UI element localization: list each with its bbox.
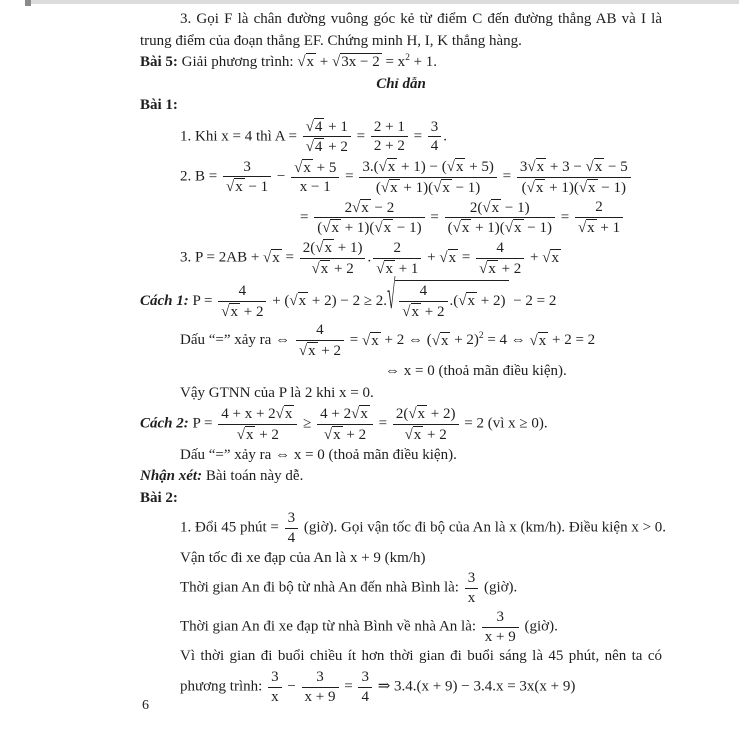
- fraction: $\frac{4 + 2√x}{√x + 2}$: [317, 405, 373, 444]
- fraction: $\frac{3}{x}$: [465, 570, 479, 607]
- square-root: √x: [378, 159, 396, 176]
- eq-cach2: Cách 2: P = $\frac{4 + x + 2√x}{√x + 2}$ ≥ $\frac{4 + 2√x}{√x + 2}$ = $\frac{2(√x + 2)}{√x + 2}$ = 2 (vì x ≥ 0).: [140, 406, 548, 443]
- fraction: $\frac{3}{√x - 1}$: [223, 159, 271, 197]
- square-root: √x: [376, 260, 393, 277]
- square-root: √x: [374, 220, 392, 237]
- square-root: √x: [275, 406, 293, 423]
- square-root: √x: [297, 54, 315, 70]
- fraction: $\frac{√x + 5}{x - 1}$: [291, 159, 339, 197]
- square-root: √4: [305, 118, 323, 135]
- heading-bai-2: Bài 2:: [140, 489, 178, 506]
- section-title-chi-dan: Chỉ dẫn: [376, 75, 426, 92]
- document-content: [140, 8, 667, 708]
- fraction: $\frac{3.(√x + 1) - (√x + 5)}{(√x + 1)(√x - 1)}$: [359, 158, 497, 197]
- page-number: 6: [142, 698, 149, 713]
- fraction: $\frac{3}{4}$: [428, 119, 442, 156]
- square-root: √x: [452, 220, 470, 237]
- fraction: $\frac{2(√x + 2)}{√x + 2}$: [393, 405, 459, 444]
- square-root: √x: [298, 343, 316, 360]
- square-root: √x: [504, 220, 522, 237]
- square-root: √x: [482, 199, 500, 216]
- square-root: √x: [402, 303, 420, 320]
- fraction: $\frac{3}{x}$: [268, 669, 282, 706]
- square-root: √x: [380, 179, 398, 196]
- square-root: √x: [404, 426, 422, 443]
- square-root: √x: [408, 406, 426, 423]
- fraction: $\frac{3}{4}$: [285, 510, 299, 547]
- text-van-toc: Vận tốc đi xe đạp của An là x + 9 (km/h): [180, 549, 426, 566]
- eq-bai1-item2: 2. B = $\frac{3}{√x - 1}$ − $\frac{√x + 5}{x - 1}$ = $\frac{3.(√x + 1) - (√x + 5)}{(√x + 1)(√x - 1)}$ = $\frac{3√x + 3 - √x - 5}{(√x + 1)(√x - 1)}$: [180, 158, 662, 197]
- text-cach2-dau: Dấu “=” xảy ra ⇔ x = 0 (thoả mãn điều kiện).: [180, 446, 457, 463]
- fraction: $\frac{2}{√x + 1}$: [373, 240, 421, 278]
- square-root: √x: [289, 293, 307, 310]
- eq-cach1: Cách 1: P = $\frac{4}{√x + 2}$ + (√x + 2) − 2 ≥ 2.√ $\frac{4}{√x + 2}$ .(√x + 2) − 2 = 2: [140, 275, 557, 320]
- fraction: $\frac{2 + 1}{2 + 2}$: [371, 119, 408, 156]
- square-root: √x: [323, 426, 341, 443]
- fraction: $\frac{√4 + 1}{√4 + 2}$: [303, 118, 351, 157]
- square-root: √x: [577, 219, 595, 236]
- fraction: $\frac{3}{x + 9}$: [482, 609, 519, 646]
- square-root: √x: [294, 159, 311, 176]
- eq-thoi-gian-xe-dap: Thời gian An đi xe đạp từ nhà Bình về nhà An là: $\frac{3}{x + 9}$ (giờ).: [180, 608, 558, 645]
- fraction: $\frac{3√x + 3 - √x - 5}{(√x + 1)(√x - 1)}$: [517, 158, 631, 197]
- square-root: √x: [439, 250, 457, 267]
- page-top-edge-bar: [30, 0, 739, 4]
- square-root: √x: [225, 179, 243, 196]
- square-root: √x: [446, 159, 464, 176]
- square-root: √x: [431, 332, 449, 349]
- fraction: $\frac{2(√x + 1)}{√x + 2}$: [300, 239, 366, 278]
- heading-bai-1: Bài 1:: [140, 97, 178, 113]
- fraction: $\frac{4 + x + 2√x}{√x + 2}$: [218, 405, 297, 444]
- square-root: √x: [433, 179, 450, 196]
- square-root: √x: [578, 179, 596, 196]
- eq-cach1-dau: Dấu “=” xảy ra ⇔ $\frac{4}{√x + 2}$ = √x + 2 ⇔ $(√x + 2)^2 = 4$ ⇔ √x + 2 = 2: [180, 322, 596, 360]
- eq-thoi-gian-di-bo: Thời gian An đi bộ từ nhà An đến nhà Bình là: $\frac{3}{x}$ (giờ).: [180, 570, 518, 607]
- square-root: √x: [322, 220, 339, 237]
- eq-bai1-item1: 1. Khi x = 4 thì A = $\frac{√4 + 1}{√4 + 2}$ = $\frac{2 + 1}{2 + 2}$ = $\frac{3}{4}$ .: [180, 118, 448, 156]
- square-root: √x: [362, 332, 379, 349]
- square-root: √x: [263, 250, 280, 267]
- square-root: √x: [351, 406, 368, 423]
- eq-phuong-trinh: phương trình: $\frac{3}{x}$ − $\frac{3}{x + 9}$ = $\frac{3}{4}$ ⇒ 3.4.(x + 9) − 3.4.x = 3x(x + 9): [180, 668, 576, 705]
- square-root: √x: [542, 250, 559, 267]
- fraction: $\frac{3}{4}$: [358, 669, 372, 706]
- text-gtnn: Vậy GTNN của P là 2 khi x = 0.: [180, 384, 374, 401]
- square-root: √x: [311, 261, 329, 278]
- eq-cach1-dau-cont: ⇔ x = 0 (thoả mãn điều kiện).: [385, 363, 567, 380]
- para-line-1: 3. Gọi F là chân đường vuông góc kẻ từ điểm C đến đường thẳng AB và I là: [180, 11, 662, 27]
- text-nhan-xet: Nhận xét: Bài toán này dễ.: [140, 468, 304, 485]
- fraction: $\frac{4}{√x + 2}$: [296, 322, 344, 360]
- eq-bai2-item1: 1. Đổi 45 phút = $\frac{3}{4}$ (giờ). Gọi vận tốc đi bộ của An là x (km/h). Điều kiện x > 0.: [180, 510, 667, 546]
- square-root: √x: [479, 260, 496, 277]
- eq-bai1-item2-cont: = $\frac{2√x - 2}{(√x + 1)(√x - 1)}$ = $\frac{2(√x - 1)}{(√x + 1)(√x - 1)}$ = $\frac{2}{√x + 1}$: [300, 199, 662, 238]
- square-root: √ $\frac{4}{√x + 2}$ .(√x + 2): [387, 280, 509, 321]
- para-vi-thoi-gian: Vì thời gian đi buổi chiều ít hơn thời gian đi buổi sáng là 45 phút, nên ta có: [180, 648, 662, 665]
- fraction: $\frac{4}{√x + 2}$: [399, 283, 447, 321]
- square-root: √x: [315, 240, 332, 257]
- page-top-edge-mark: [25, 0, 31, 6]
- fraction: $\frac{2√x - 2}{(√x + 1)(√x - 1)}$: [314, 199, 424, 238]
- square-root: √x: [585, 159, 603, 176]
- square-root: √x: [529, 332, 547, 349]
- square-root: √3x − 2: [332, 54, 380, 70]
- fraction: $\frac{4}{√x + 2}$: [476, 240, 524, 278]
- fraction: $\frac{4}{√x + 2}$: [218, 283, 266, 321]
- fraction: $\frac{2}{√x + 1}$: [575, 199, 623, 237]
- square-root: √x: [236, 426, 254, 443]
- square-root: √x: [221, 303, 238, 320]
- fraction: $\frac{3}{x + 9}$: [302, 669, 339, 706]
- para-line-2: trung điểm của đoạn thẳng EF. Chứng minh H, I, K thẳng hàng.: [140, 32, 522, 49]
- square-root: √x: [458, 293, 475, 310]
- square-root: √x: [526, 179, 544, 196]
- square-root: √x: [352, 199, 369, 216]
- square-root: √4: [305, 139, 323, 156]
- square-root: √x: [527, 159, 545, 176]
- eq-bai1-item3: 3. P = 2AB + √x = $\frac{2(√x + 1)}{√x + 2}$ . $\frac{2}{√x + 1}$ + √x = $\frac{4}{√x + 2}$ + √x: [180, 239, 559, 278]
- heading-bai-5: Bài 5: Giải phương trình: $√x + √3x - 2 = x^2 + 1$.: [140, 53, 662, 73]
- fraction: $\frac{2(√x - 1)}{(√x + 1)(√x - 1)}$: [445, 199, 555, 238]
